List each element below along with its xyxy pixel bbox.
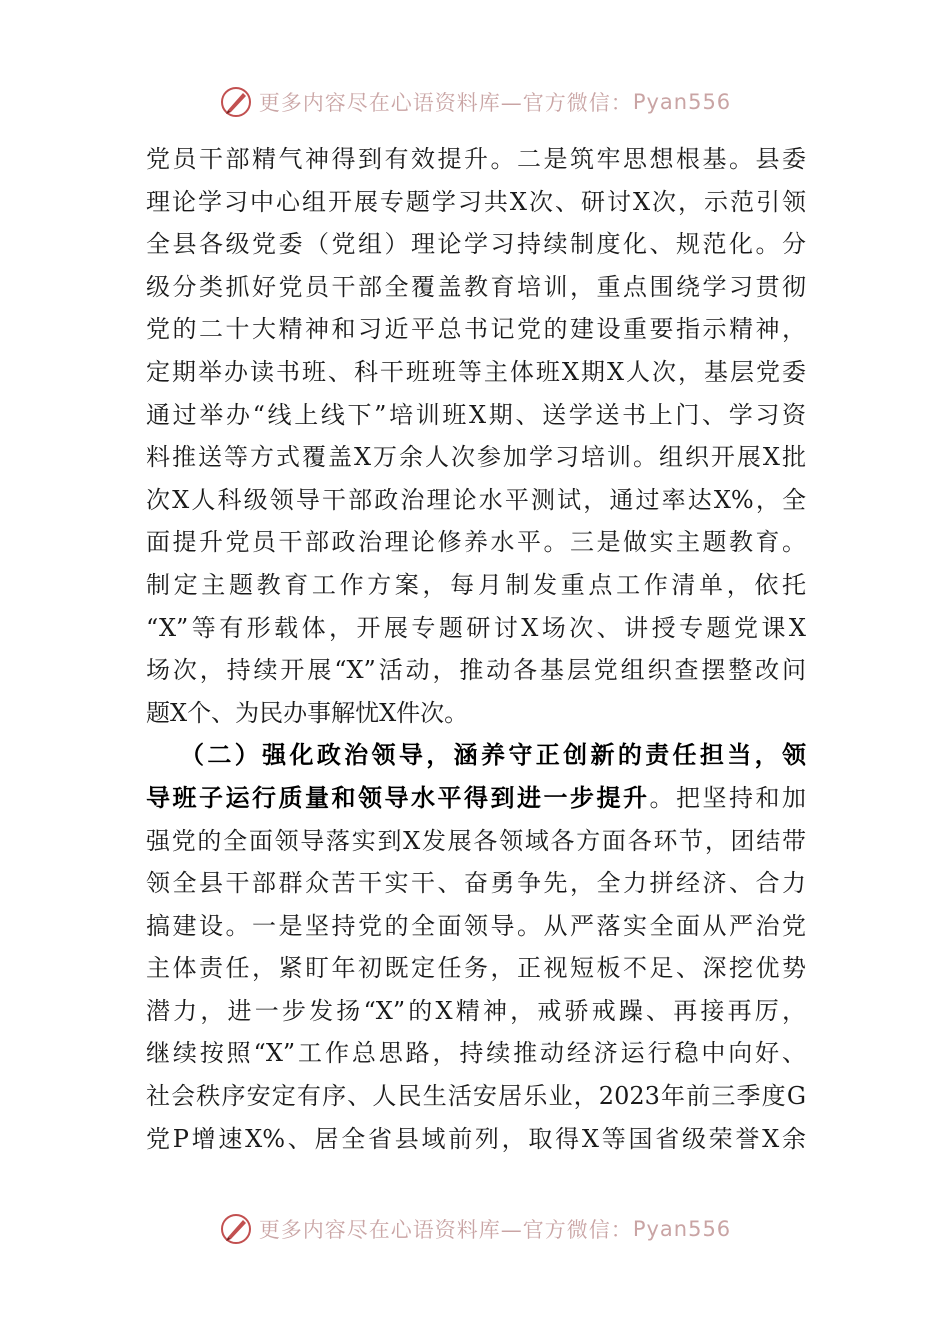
paragraph-line: 领全县干部群众苦干实干、奋勇争先，全力拼经济、合力 — [146, 869, 806, 898]
paragraph-line: “X”等有形载体，开展专题研讨X场次、讲授专题党课X — [146, 613, 806, 642]
paragraph-line: 次X人科级领导干部政治理论水平测试，通过率达X%，全 — [146, 485, 806, 514]
paragraph-line: 主体责任，紧盯年初既定任务，正视短板不足、深挖优势 — [146, 954, 806, 983]
paragraph-line: 全县各级党委（党组）理论学习持续制度化、规范化。分 — [146, 230, 806, 259]
paragraph-line: 理论学习中心组开展专题学习共X次、研讨X次，示范引领 — [146, 187, 806, 216]
paragraph-line: 搞建设。一是坚持党的全面领导。从严落实全面从严治党 — [146, 911, 806, 940]
paragraph-line: 潜力，进一步发扬“X”的X精神，戒骄戒躁、再接再厉， — [146, 996, 806, 1025]
paragraph-line: 制定主题教育工作方案，每月制发重点工作清单，依托 — [146, 570, 806, 599]
watermark-footer — [0, 1207, 950, 1251]
paragraph-line: 强党的全面领导落实到X发展各领域各方面各环节，团结带 — [146, 826, 806, 855]
watermark-text: 更多内容尽在心语资料库—官方微信： — [258, 91, 633, 115]
paragraph-line: 级分类抓好党员干部全覆盖教育培训，重点围绕学习贯彻 — [146, 272, 806, 301]
section-heading-bold-part: 导班子运行质量和领导水平得到进一步提升 — [146, 782, 650, 812]
watermark-contact: Pyan556 — [632, 90, 732, 114]
watermark-header — [0, 80, 950, 124]
section-heading: （二）强化政治领导，涵养守正创新的责任担当，领 — [180, 740, 806, 770]
paragraph-line: 面提升党员干部政治理论修养水平。三是做实主题教育。 — [146, 528, 806, 557]
paragraph-line: 场次，持续开展“X”活动，推动各基层党组织查摆整改问 — [146, 656, 806, 685]
section-heading-rest: 。把坚持和加 — [649, 783, 806, 812]
paragraph-line: 党P增速X%、居全省县域前列，取得X等国省级荣誉X余 — [146, 1124, 806, 1153]
paragraph-line: 定期举办读书班、科干班班等主体班X期X人次，基层党委 — [146, 357, 806, 386]
paragraph-line: 党员干部精气神得到有效提升。二是筑牢思想根基。县委 — [146, 145, 806, 173]
watermark-contact: Pyan556 — [632, 1217, 732, 1241]
paragraph-line: 社会秩序安定有序、人民生活安居乐业，2023年前三季度G — [146, 1082, 806, 1111]
watermark-text: 更多内容尽在心语资料库—官方微信： — [258, 1218, 633, 1242]
paragraph-line: 继续按照“X”工作总思路，持续推动经济运行稳中向好、 — [146, 1039, 806, 1068]
paragraph-line: 题X个、为民办事解忧X件次。 — [146, 698, 469, 727]
paragraph-line: 料推送等方式覆盖X万余人次参加学习培训。组织开展X批 — [146, 443, 806, 472]
quill-pen-icon — [219, 85, 253, 119]
paragraph-line: 党的二十大精神和习近平总书记党的建设重要指示精神， — [146, 315, 806, 344]
paragraph-line: 通过举办“线上线下”培训班X期、送学送书上门、学习资 — [146, 400, 806, 429]
document-body — [146, 138, 806, 1160]
quill-pen-icon — [219, 1212, 253, 1246]
section-heading-continuation — [146, 777, 806, 820]
